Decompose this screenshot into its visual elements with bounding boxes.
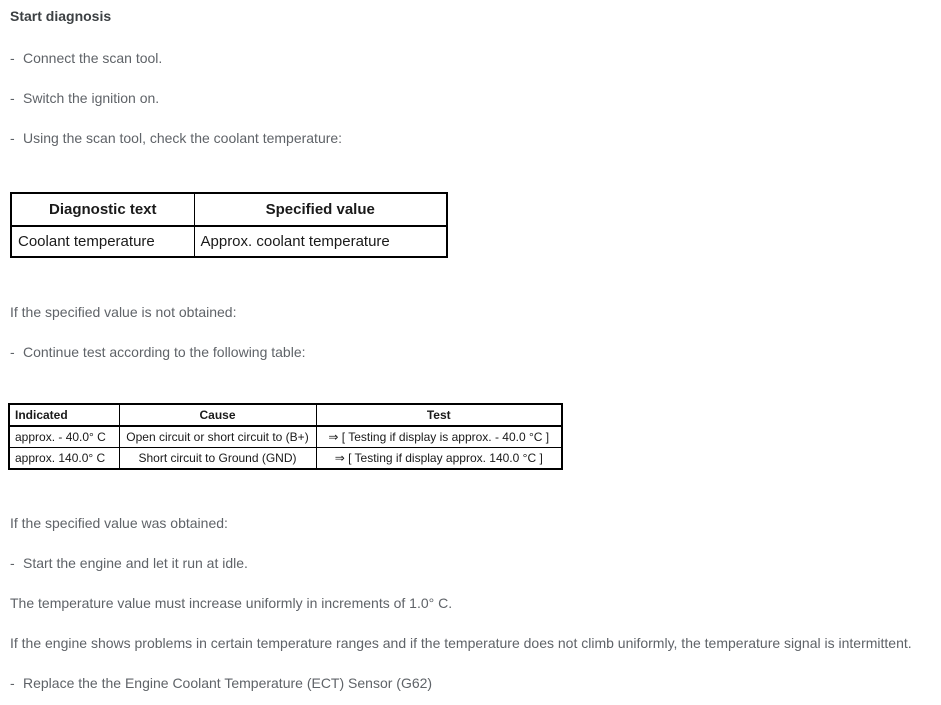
step-text: Connect the scan tool. [23, 50, 163, 66]
diagnostic-table [10, 192, 448, 258]
step-replace-ect-sensor [10, 675, 931, 692]
bullet-dash: - [10, 555, 15, 571]
step-connect-scan-tool [10, 50, 931, 67]
bullet-dash: - [10, 344, 15, 360]
condition-was-obtained: If the specified value was obtained: [10, 515, 228, 531]
table-row [9, 426, 562, 448]
table-cell: Short circuit to Ground (GND) [119, 448, 316, 470]
bullet-dash: - [10, 675, 15, 691]
step-start-engine [10, 555, 931, 572]
table-row [9, 448, 562, 470]
cause-table [8, 403, 563, 470]
table-cell: Approx. coolant temperature [194, 226, 447, 257]
table-cell: approx. 140.0° C [9, 448, 119, 470]
step-text: Continue test according to the following table: [23, 344, 306, 360]
step-continue-test [10, 344, 931, 361]
step-text: Start the engine and let it run at idle. [23, 555, 248, 571]
table-cell: approx. - 40.0° C [9, 426, 119, 448]
table-cell: Coolant temperature [11, 226, 194, 257]
table-header-row [9, 404, 562, 426]
indicated-header: Indicated [9, 404, 119, 426]
table-cell: ⇒ [ Testing if display approx. 140.0 °C ] [316, 448, 562, 470]
step-text: Switch the ignition on. [23, 90, 160, 106]
specified-value-header: Specified value [194, 193, 447, 226]
bullet-dash: - [10, 130, 15, 146]
step-check-coolant-temperature [10, 130, 931, 147]
condition-not-obtained: If the specified value is not obtained: [10, 304, 237, 320]
page-title: Start diagnosis [10, 8, 112, 24]
bullet-dash: - [10, 90, 15, 106]
table-row [11, 226, 447, 257]
table-header-row [11, 193, 447, 226]
table-cell: ⇒ [ Testing if display is approx. - 40.0 °C ] [316, 426, 562, 448]
step-text: Replace the the Engine Coolant Temperature (ECT) Sensor (G62) [23, 675, 433, 691]
step-switch-ignition [10, 90, 931, 107]
test-header: Test [316, 404, 562, 426]
note-temperature-increase: The temperature value must increase uniformly in increments of 1.0° C. [10, 595, 453, 611]
diagnostic-text-header: Diagnostic text [11, 193, 194, 226]
table-cell: Open circuit or short circuit to (B+) [119, 426, 316, 448]
note-intermittent-signal: If the engine shows problems in certain temperature ranges and if the temperature does not climb uniformly, the temperature signal is intermittent. [10, 635, 912, 651]
cause-header: Cause [119, 404, 316, 426]
bullet-dash: - [10, 50, 15, 66]
step-text: Using the scan tool, check the coolant temperature: [23, 130, 343, 146]
